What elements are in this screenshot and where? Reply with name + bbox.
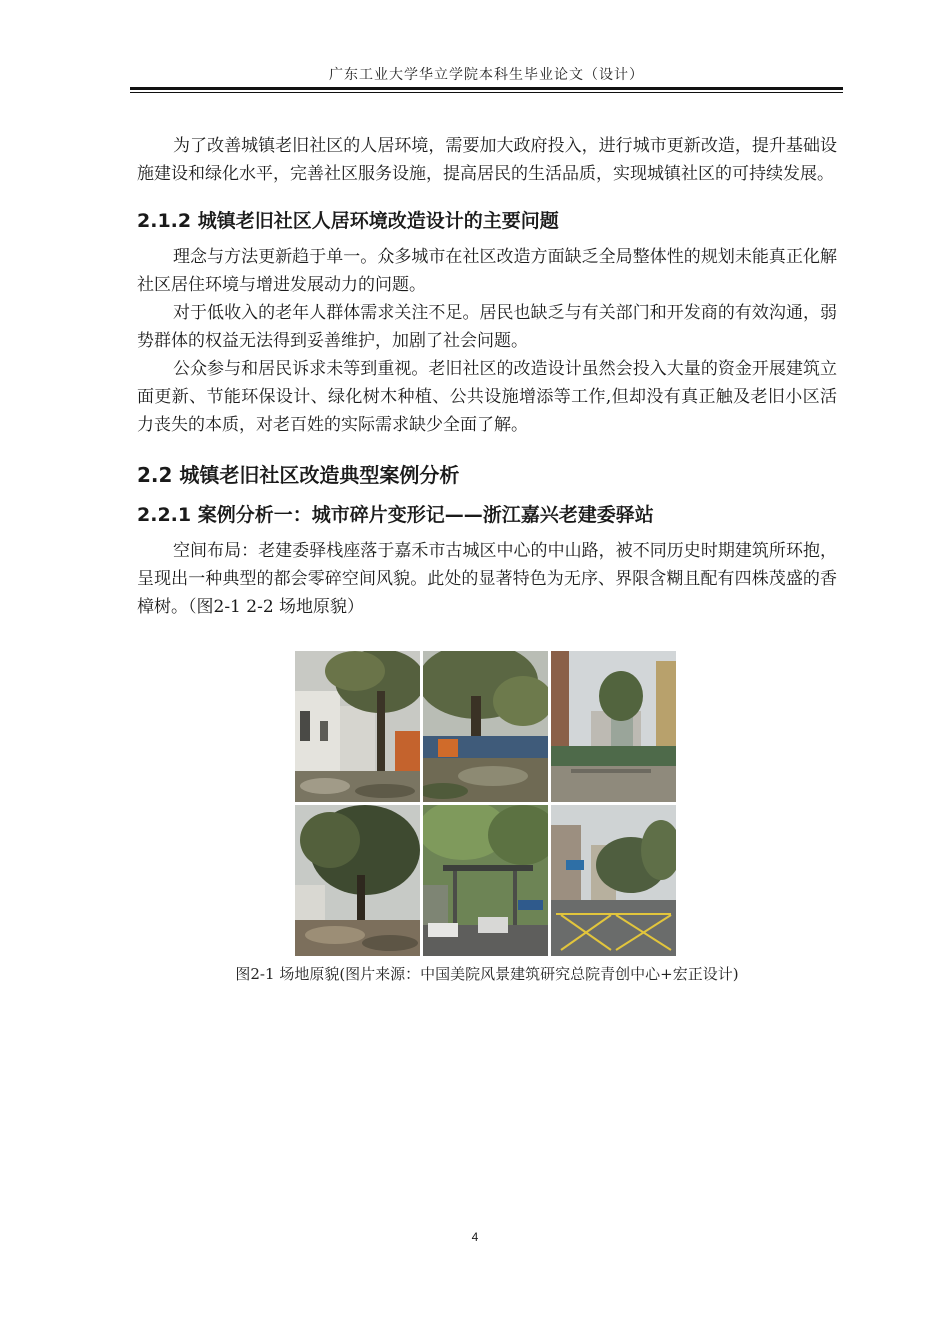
intro-paragraph: 为了改善城镇老旧社区的人居环境，需要加大政府投入，进行城市更新改造，提升基础设施建设和绿化水平，完善社区服务设施，提高居民的生活品质，实现城镇社区的可持续发展。 bbox=[137, 136, 837, 184]
site-photo-1 bbox=[295, 651, 420, 802]
header-rule-thin bbox=[130, 92, 843, 93]
section-heading-2-1-2: 2.1.2 城镇老旧社区人居环境改造设计的主要问题 bbox=[137, 210, 559, 232]
page-number: 4 bbox=[471, 1230, 479, 1244]
site-photo-4 bbox=[295, 805, 420, 956]
problem-paragraph-2: 对于低收入的老年人群体需求关注不足。居民也缺乏与有关部门和开发商的有效沟通，弱势群体的权益无法得到妥善维护，加剧了社会问题。 bbox=[137, 303, 837, 351]
site-photo-5 bbox=[423, 805, 548, 956]
problem-paragraph-1: 理念与方法更新趋于单一。众多城市在社区改造方面缺乏全局整体性的规划未能真正化解社区居住环境与增进发展动力的问题。 bbox=[137, 247, 837, 295]
layout-paragraph: 空间布局：老建委驿栈座落于嘉禾市古城区中心的中山路，被不同历史时期建筑所环抱，呈现出一种典型的都会零碎空间风貌。此处的显著特色为无序、界限含糊且配有四株茂盛的香樟树。（图2-1 2-2 场地原貌） bbox=[137, 541, 837, 617]
section-heading-2-2: 2.2 城镇老旧社区改造典型案例分析 bbox=[137, 463, 460, 487]
header-rule-thick bbox=[130, 87, 843, 90]
site-photo-grid bbox=[295, 651, 676, 956]
figure-caption: 图2-1 场地原貌(图片来源：中国美院风景建筑研究总院青创中心+宏正设计) bbox=[235, 965, 739, 983]
page-header: 广东工业大学华立学院本科生毕业论文（设计） bbox=[329, 67, 644, 83]
site-photo-6 bbox=[551, 805, 676, 956]
problem-paragraph-3: 公众参与和居民诉求未等到重视。老旧社区的改造设计虽然会投入大量的资金开展建筑立面更新、节能环保设计、绿化树木种植、公共设施增添等工作,但却没有真正触及老旧小区活力丧失的本质，对老百姓的实际需求缺少全面了解。 bbox=[137, 359, 837, 435]
document-body bbox=[137, 132, 837, 621]
site-photo-3 bbox=[551, 651, 676, 802]
site-photo-2 bbox=[423, 651, 548, 802]
section-heading-2-2-1: 2.2.1 案例分析一：城市碎片变形记——浙江嘉兴老建委驿站 bbox=[137, 504, 654, 526]
